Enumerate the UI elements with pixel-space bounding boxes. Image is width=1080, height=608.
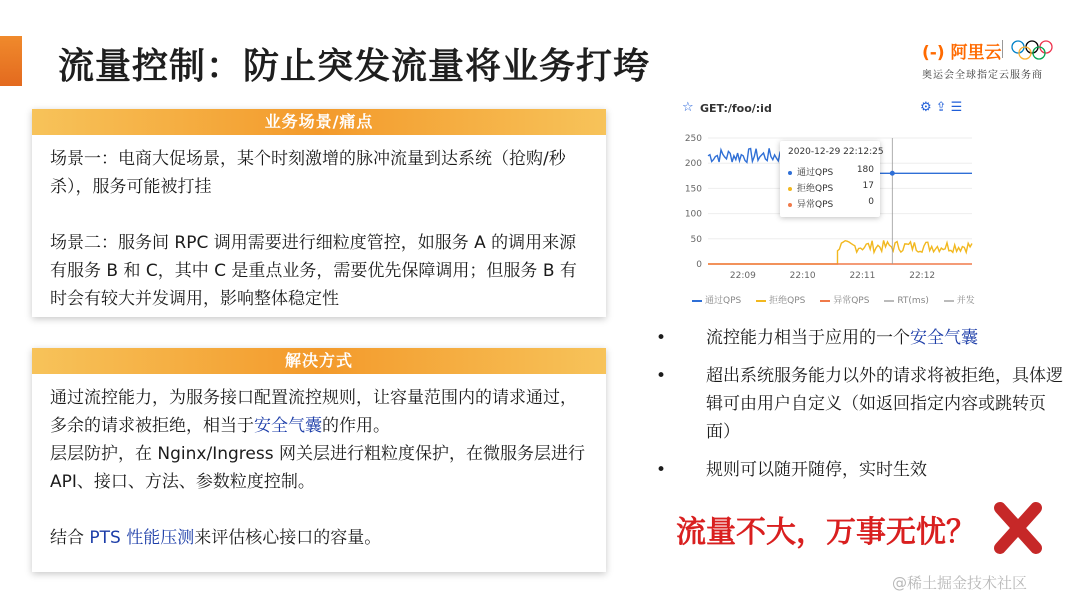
hover-point-pass	[890, 171, 895, 176]
slide-title: 流量控制：防止突发流量将业务打垮	[58, 46, 651, 87]
watermark: @稀土掘金技术社区	[892, 574, 1028, 592]
tooltip-time: 2020-12-29 22:12:25	[788, 147, 884, 157]
legend-exception[interactable]: 异常QPS	[820, 296, 869, 306]
airbag-highlight: 安全气囊	[254, 416, 322, 436]
x-tick-label: 22:12	[909, 271, 936, 281]
brand-divider	[1002, 40, 1003, 58]
y-tick-label: 0	[696, 260, 702, 270]
legend-concurrency[interactable]: 并发	[944, 296, 975, 306]
tooltip-row-exception: 异常QPS 0	[788, 197, 874, 211]
y-tick-label: 100	[684, 209, 702, 220]
brand-subtitle: 奥运会全球指定云服务商	[922, 70, 1043, 81]
legend-pass[interactable]: 通过QPS	[692, 296, 741, 306]
title-accent-bar	[0, 36, 22, 86]
pass-dot-icon	[788, 171, 792, 175]
solution-body	[32, 374, 606, 552]
chart-title: GET:/foo/:id	[700, 102, 772, 115]
x-tick-label: 22:11	[849, 271, 876, 281]
solution-line-1: 通过流控能力，为服务接口配置流控规则，让容量范围内的请求通过，多余的请求被拒绝，相当于安全气囊的作用。	[50, 388, 577, 436]
bullet-airbag-highlight: 安全气囊	[910, 328, 978, 348]
pain-points-panel	[32, 109, 606, 317]
bullet-realtime: • 规则可以随开随停，实时生效	[656, 460, 927, 480]
bullet-airbag: • 流控能力相当于应用的一个安全气囊	[656, 328, 978, 348]
gear-icon[interactable]: ⚙	[920, 100, 936, 115]
y-tick-label: 50	[690, 234, 702, 245]
chart-legend	[692, 293, 987, 306]
y-tick-label: 150	[684, 184, 702, 195]
series-line-1	[708, 240, 972, 264]
y-tick-label: 200	[684, 159, 702, 170]
red-cross-icon	[992, 500, 1044, 556]
star-icon[interactable]: ☆	[682, 100, 694, 115]
tooltip-row-pass: 通过QPS 180	[788, 165, 874, 179]
x-tick-label: 22:09	[729, 271, 756, 281]
bullet-reject: • 超出系统服务能力以外的请求将被拒绝，具体逻辑可由用户自定义（如返回指定内容或跳转页面）	[656, 366, 1063, 442]
scene-one-text: 场景一：电商大促场景，某个时刻激增的脉冲流量到达系统（抢购/秒杀），服务可能被打挂	[50, 149, 566, 197]
pain-points-body	[32, 135, 606, 313]
list-icon[interactable]: ☰	[950, 100, 967, 115]
solution-panel	[32, 348, 606, 572]
pain-points-header: 业务场景/痛点	[32, 109, 606, 135]
slogan-text: 流量不大，万事无忧？	[676, 515, 976, 550]
brand-block	[914, 36, 1064, 86]
chart-tooltip	[780, 141, 884, 217]
tooltip-row-block: 拒绝QPS 17	[788, 181, 874, 195]
solution-line-3: 结合 PTS 性能压测来评估核心接口的容量。	[50, 528, 382, 548]
solution-line-2: 层层防护，在 Nginx/Ingress 网关层进行粗粒度保护，在微服务层进行 API、接口、方法、参数粒度控制。	[50, 444, 585, 492]
legend-rt[interactable]: RT(ms)	[884, 296, 929, 306]
x-tick-label: 22:10	[789, 271, 816, 281]
legend-block[interactable]: 拒绝QPS	[756, 296, 805, 306]
solution-header: 解决方式	[32, 348, 606, 374]
export-icon[interactable]: ⇪	[935, 100, 951, 115]
pts-link[interactable]: PTS 性能压测	[89, 528, 195, 548]
olympic-rings-icon	[1010, 39, 1054, 61]
bullet-list	[656, 324, 1066, 494]
y-tick-label: 250	[684, 134, 702, 144]
scene-two-text: 场景二：服务间 RPC 调用需要进行细粒度管控，如服务 A 的调用来源有服务 B 和 C，其中 C 是重点业务，需要优先保障调用；但服务 B 有时会有较大并发调用，影响整体稳定性	[50, 233, 577, 309]
aliyun-logo: (-) 阿里云	[922, 43, 1002, 63]
block-dot-icon	[788, 187, 792, 191]
exception-dot-icon	[788, 203, 792, 207]
